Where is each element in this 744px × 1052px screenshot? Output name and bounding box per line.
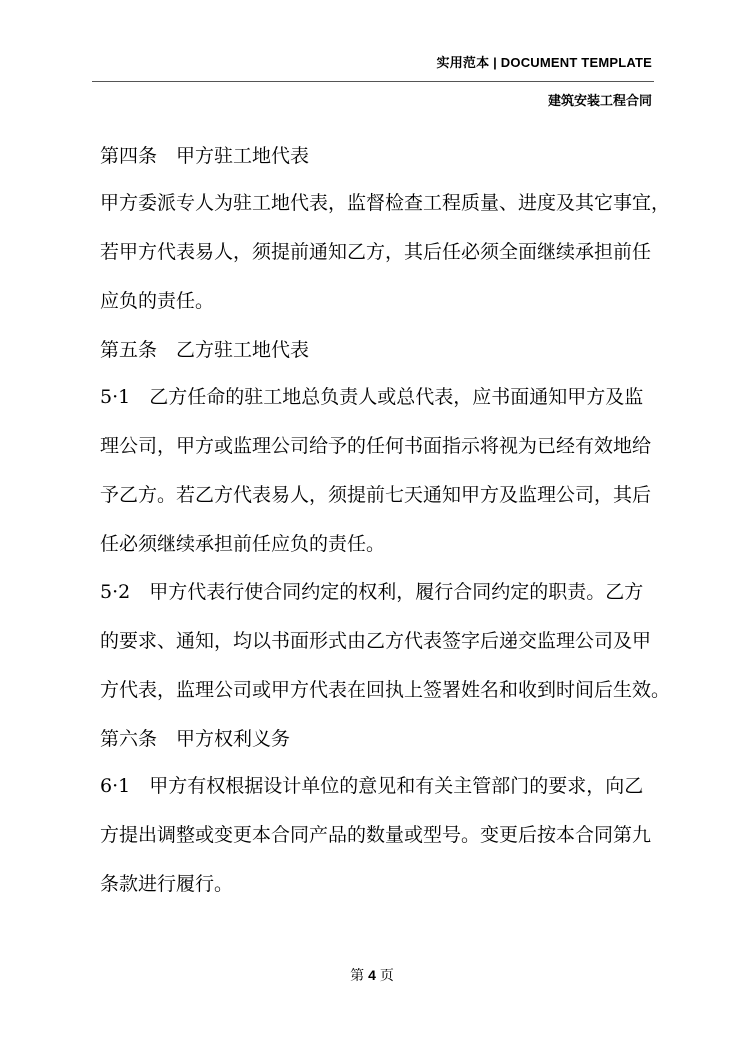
header-divider (92, 81, 654, 82)
text-line: 6·1 甲方有权根据设计单位的意见和有关主管部门的要求，向乙 (100, 775, 644, 797)
document-title: 建筑安装工程合同 (547, 93, 652, 108)
page-prefix: 第 (350, 968, 365, 984)
text-line: 予乙方。若乙方代表易人，须提前七天通知甲方及监理公司，其后 (100, 484, 652, 506)
page-footer (0, 965, 744, 985)
text-line: 条款进行履行。 (100, 873, 234, 895)
page-suffix: 页 (379, 968, 394, 984)
article-4-heading: 第四条 甲方驻工地代表 (100, 145, 310, 167)
text-line: 任必须继续承担前任应负的责任。 (100, 533, 386, 555)
text-line: 的要求、通知，均以书面形式由乙方代表签字后递交监理公司及甲 (100, 630, 652, 652)
article-5-heading: 第五条 乙方驻工地代表 (100, 339, 310, 361)
text-line: 方代表，监理公司或甲方代表在回执上签署姓名和收到时间后生效。 (100, 679, 671, 701)
text-line: 若甲方代表易人，须提前通知乙方，其后任必须全面继续承担前任 (100, 241, 652, 263)
text-line: 理公司，甲方或监理公司给予的任何书面指示将视为已经有效地给 (100, 435, 652, 457)
header-top-label: 实用范本 | DOCUMENT TEMPLATE (436, 55, 652, 70)
page-number: 4 (368, 967, 376, 983)
text-line: 方提出调整或变更本合同产品的数量或型号。变更后按本合同第九 (100, 824, 652, 846)
text-line: 5·2 甲方代表行使合同约定的权利，履行合同约定的职责。乙方 (100, 581, 644, 603)
text-line: 甲方委派专人为驻工地代表，监督检查工程质量、进度及其它事宜， (100, 192, 671, 214)
text-line: 应负的责任。 (100, 290, 215, 312)
text-line: 5·1 乙方任命的驻工地总负责人或总代表，应书面通知甲方及监 (100, 386, 644, 408)
article-6-heading: 第六条 甲方权利义务 (100, 728, 291, 750)
